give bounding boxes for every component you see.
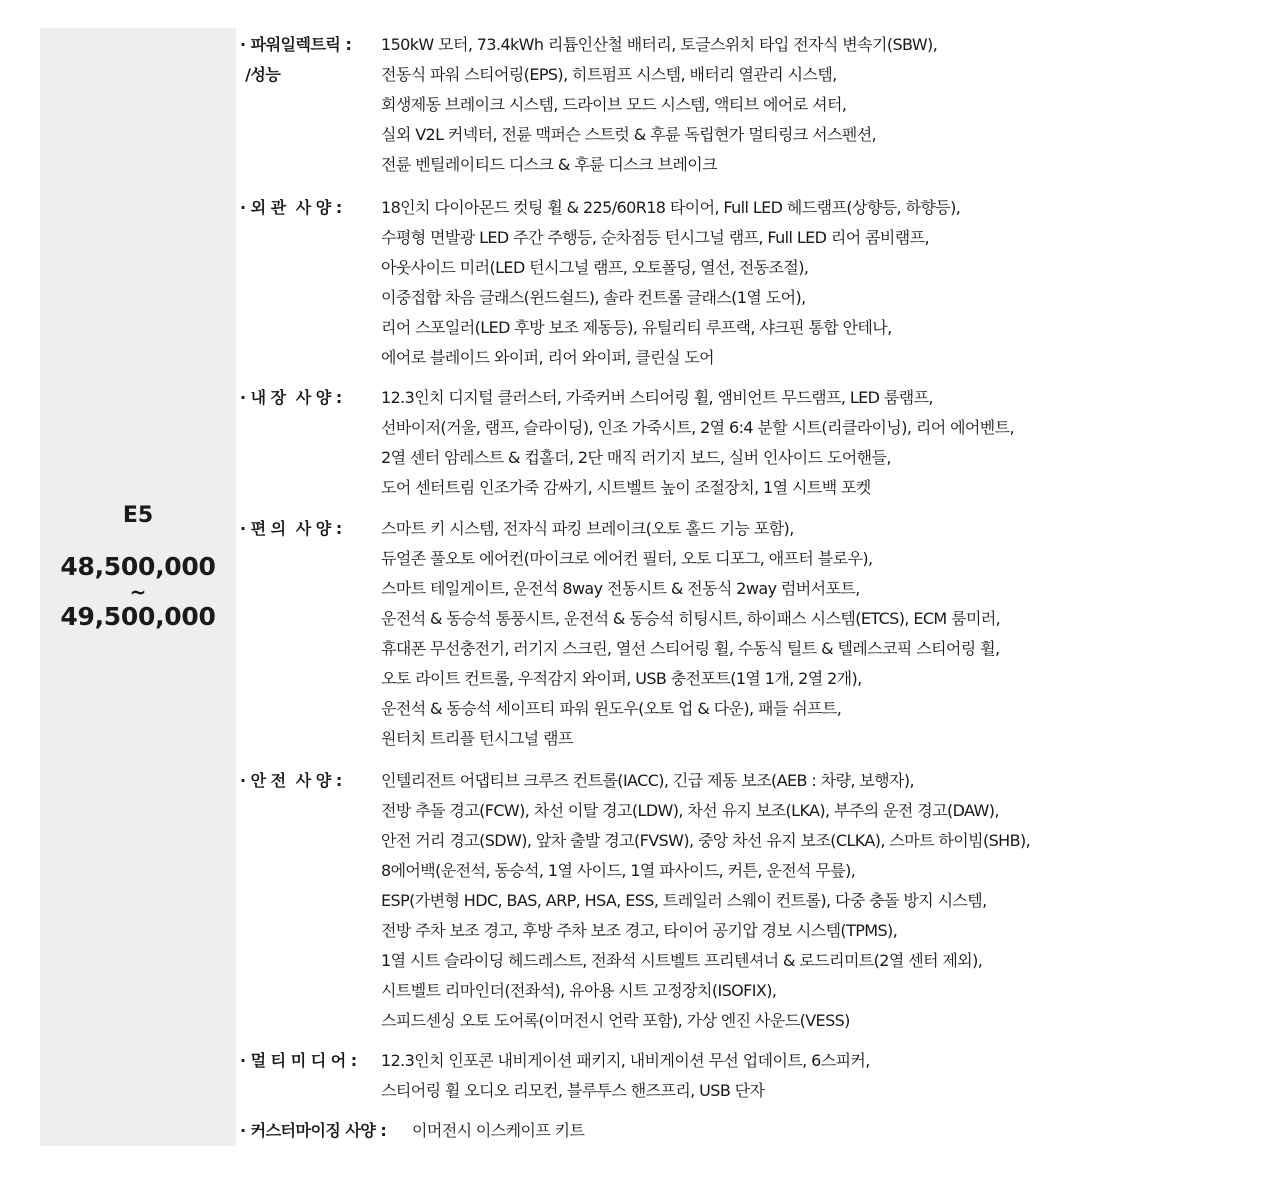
section-lines <box>381 514 1000 754</box>
spec-table <box>40 28 1250 1146</box>
spec-line: 스마트 테일게이트, 운전석 8way 전동시트 & 전동식 2way 럼버서포트, <box>381 579 860 598</box>
spec-line: 시트벨트 리마인더(전좌석), 유아용 시트 고정장치(ISOFIX), <box>381 981 777 1000</box>
spec-line: 이중접합 차음 글래스(윈드쉴드), 솔라 컨트롤 글래스(1열 도어), <box>381 288 806 307</box>
price-separator: ~ <box>129 579 147 604</box>
spec-line: 운전석 & 동승석 세이프티 파워 윈도우(오토 업 & 다운), 패들 쉬프트, <box>381 699 842 718</box>
section-label: · 내 장 사 양 : <box>240 388 342 407</box>
spec-line: 에어로 블레이드 와이퍼, 리어 와이퍼, 클린실 도어 <box>381 348 715 367</box>
price-low: 48,500,000 <box>60 551 216 581</box>
spec-line: 전동식 파워 스티어링(EPS), 히트펌프 시스템, 배터리 열관리 시스템, <box>381 65 837 84</box>
spec-line: 8에어백(운전석, 동승석, 1열 사이드, 1열 파사이드, 커튼, 운전석 무릎), <box>381 861 856 880</box>
section-label: · 외 관 사 양 : <box>240 198 342 217</box>
spec-line: 원터치 트리플 턴시그널 램프 <box>381 729 573 748</box>
spec-line: 전륜 벤틸레이티드 디스크 & 후륜 디스크 브레이크 <box>381 155 717 174</box>
spec-line: 선바이저(거울, 램프, 슬라이딩), 인조 가죽시트, 2열 6:4 분할 시트(리클라이닝), 리어 에어벤트, <box>381 418 1014 437</box>
section-lines <box>381 30 937 180</box>
spec-line: 이머전시 이스케이프 키트 <box>412 1121 585 1140</box>
section-lines <box>381 766 1030 1036</box>
section-label: · 안 전 사 양 : <box>240 771 342 790</box>
spec-line: 리어 스포일러(LED 후방 보조 제동등), 유틸리티 루프랙, 샤크핀 통합 안테나, <box>381 318 892 337</box>
section-label: · 파워일렉트릭 : /성능 <box>240 35 352 84</box>
spec-line: 도어 센터트림 인조가죽 감싸기, 시트벨트 높이 조절장치, 1열 시트백 포켓 <box>381 478 871 497</box>
spec-line: 스피드센싱 오토 도어록(이머전시 언락 포함), 가상 엔진 사운드(VESS) <box>381 1011 850 1030</box>
section-label: · 멀 티 미 디 어 : <box>240 1051 357 1070</box>
spec-line: 12.3인치 인포콘 내비게이션 패키지, 내비게이션 무선 업데이트, 6스피커, <box>381 1051 870 1070</box>
price-high: 49,500,000 <box>60 601 216 631</box>
spec-line: 전방 주차 보조 경고, 후방 주차 보조 경고, 타이어 공기압 경보 시스템(TPMS), <box>381 921 898 940</box>
trim-column <box>40 28 236 1146</box>
spec-line: 2열 센터 암레스트 & 컵홀더, 2단 매직 러기지 보드, 실버 인사이드 도어핸들, <box>381 448 891 467</box>
spec-line: 전방 추돌 경고(FCW), 차선 이탈 경고(LDW), 차선 유지 보조(LKA), 부주의 운전 경고(DAW), <box>381 801 999 820</box>
spec-line: 12.3인치 디지털 클러스터, 가죽커버 스티어링 휠, 앰비언트 무드램프, LED 룸램프, <box>381 388 933 407</box>
spec-line: 스티어링 휠 오디오 리모컨, 블루투스 핸즈프리, USB 단자 <box>381 1081 765 1100</box>
section-lines <box>381 1046 870 1106</box>
spec-line: 실외 V2L 커넥터, 전륜 맥퍼슨 스트럿 & 후륜 독립현가 멀티링크 서스펜션, <box>381 125 877 144</box>
section-label: · 커스터마이징 사양 : <box>240 1121 387 1140</box>
spec-line: 안전 거리 경고(SDW), 앞차 출발 경고(FVSW), 중앙 차선 유지 보조(CLKA), 스마트 하이빔(SHB), <box>381 831 1031 850</box>
spec-line: 인텔리전트 어댑티브 크루즈 컨트롤(IACC), 긴급 제동 보조(AEB : 차량, 보행자), <box>381 771 915 790</box>
section-label: · 편 의 사 양 : <box>240 519 342 538</box>
spec-column <box>236 28 1250 1146</box>
section-lines <box>412 1116 584 1146</box>
section-lines <box>381 383 1014 503</box>
section-lines <box>381 193 960 373</box>
spec-line: 회생제동 브레이크 시스템, 드라이브 모드 시스템, 액티브 에어로 셔터, <box>381 95 847 114</box>
spec-line: ESP(가변형 HDC, BAS, ARP, HSA, ESS, 트레일러 스웨이 컨트롤), 다중 충돌 방지 시스템, <box>381 891 987 910</box>
spec-line: 아웃사이드 미러(LED 턴시그널 램프, 오토폴딩, 열선, 전동조절), <box>381 258 809 277</box>
trim-name: E5 <box>122 502 154 528</box>
spec-line: 휴대폰 무선충전기, 러기지 스크린, 열선 스티어링 휠, 수동식 틸트 & 텔레스코픽 스티어링 휠, <box>381 639 1000 658</box>
spec-line: 18인치 다이아몬드 컷팅 휠 & 225/60R18 타이어, Full LED 헤드램프(상향등, 하향등), <box>381 198 961 217</box>
spec-line: 150kW 모터, 73.4kWh 리튬인산철 배터리, 토글스위치 타입 전자식 변속기(SBW), <box>381 35 938 54</box>
spec-line: 1열 시트 슬라이딩 헤드레스트, 전좌석 시트벨트 프리텐셔너 & 로드리미트(2열 센터 제외), <box>381 951 983 970</box>
spec-line: 듀얼존 풀오토 에어컨(마이크로 에어컨 필터, 오토 디포그, 애프터 블로우), <box>381 549 873 568</box>
spec-line: 오토 라이트 컨트롤, 우적감지 와이퍼, USB 충전포트(1열 1개, 2열 2개), <box>381 669 862 688</box>
spec-line: 운전석 & 동승석 통풍시트, 운전석 & 동승석 히팅시트, 하이패스 시스템(ETCS), ECM 룸미러, <box>381 609 1001 628</box>
spec-line: 수평형 면발광 LED 주간 주행등, 순차점등 턴시그널 램프, Full LED 리어 콤비램프, <box>381 228 929 247</box>
spec-line: 스마트 키 시스템, 전자식 파킹 브레이크(오토 홀드 기능 포함), <box>381 519 794 538</box>
